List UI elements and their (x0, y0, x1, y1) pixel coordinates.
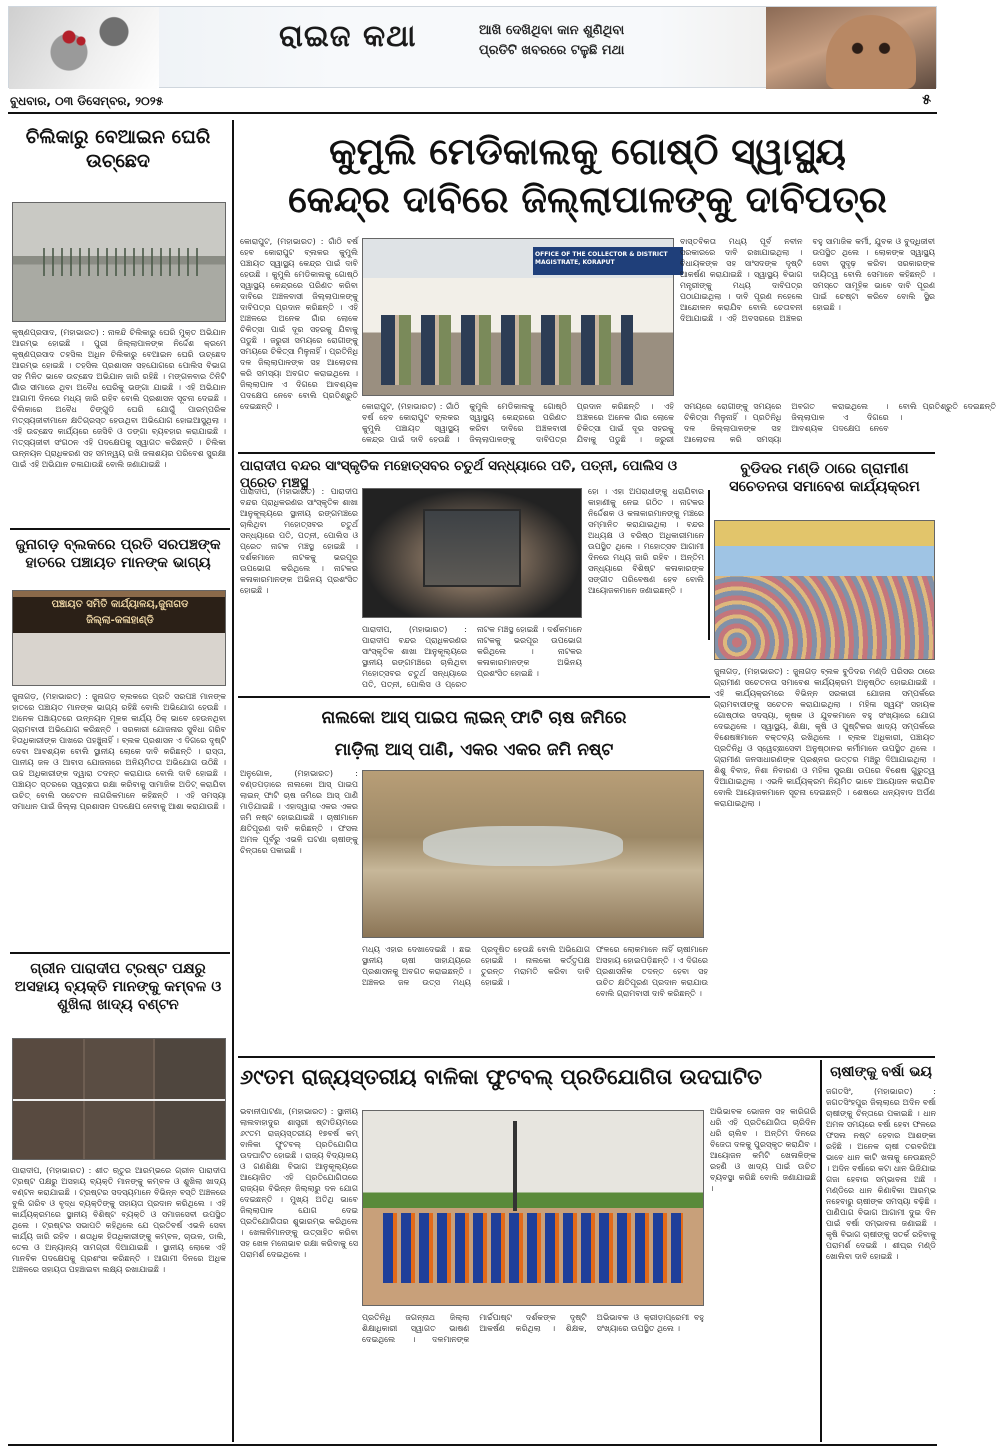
stage-drama-photo (362, 488, 582, 618)
junagarh-headline: ଜୁନାଗଡ଼ ବ୍ଲକରେ ପ୍ରତି ସରପଞ୍ଚଙ୍କ ହାତରେ ପଞ୍ଚାୟତ ମାନଙ୍କ ଭାଗ୍ୟ (15, 537, 221, 572)
paradip-festival-body-left: ପାରାଦୀପ, (ମହାଭାରତ) : ପାରାଦୀପ ବନ୍ଦର ପ୍ରାଧିକରଣର ସାଂସ୍କୃତିକ ଶାଖା ଆନୁକୂଲ୍ୟରେ ସ୍ଥାନୀୟ ରଙ୍ଗମଞ୍ଚରେ ଚାଲିଥିବା ମହୋତ୍ସବର ଚତୁର୍ଥ ସନ୍ଧ୍ୟାରେ ପତି, ପତ୍ନୀ, ପୋଲିସ ଓ ପ୍ରେତ ନାଟକ ମଞ୍ଚସ୍ଥ ହୋଇଛି । ଦର୍ଶକମାନେ ନାଟକକୁ ଭରପୂର ଉପଭୋଗ କରିଥିଲେ । ନାଟକର କଳାକାରମାନଙ୍କ ଅଭିନୟ ପ୍ରଶଂସିତ ହୋଇଛି । (240, 487, 358, 595)
budidar-headline: ବୁଡିଦର ମଣ୍ଡି ଠାରେ ଗ୍ରାମୀଣ ସଚେତନତା ସମାବେଶ କାର୍ଯ୍ୟକ୍ରମ (729, 461, 920, 496)
sign-text-1: ପଞ୍ଚାୟତ ସମିତି କାର୍ଯ୍ୟାଳୟ,ଜୁନାଗଡ (51, 599, 189, 610)
paradip-festival-body-right: ହୋ । ଏହା ଅପରାଧୀଙ୍କୁ ଧରାଯିବାର କାହାଣୀକୁ ନେଇ ଗଠିତ । ନାଟକର ନିର୍ଦ୍ଦେଶକ ଓ କଳାକାରମାନଙ୍କୁ ମଞ୍ଚରେ ସମ୍ମାନିତ କରାଯାଇଥିଲା । ବନ୍ଦର ଅଧ୍ୟକ୍ଷ ଓ ବରିଷ୍ଠ ଅଧିକାରୀମାନେ ଉପସ୍ଥିତ ଥିଲେ । ମହୋତ୍ସବ ଆଗାମୀ ଦିନରେ ମଧ୍ୟ ଜାରି ରହିବ । ଅନ୍ତିମ ସନ୍ଧ୍ୟାରେ ବିଶିଷ୍ଟ କଳାକାରଙ୍କ ସଙ୍ଗୀତ ପରିବେଷଣ ହେବ ବୋଲି ଆୟୋଜକମାନେ ଜଣାଇଛନ୍ତି । (588, 487, 704, 595)
kumuli-body-left: କୋରାପୁଟ, (ମହାଭାରତ) : ଗାଁଠି ବର୍ଷ ହେବ କୋରାପୁଟ ବ୍ଲକର କୁମୁଲି ପଞ୍ଚାୟତ ସ୍ୱାସ୍ଥ୍ୟ କେନ୍ଦ୍ର ପାଇଁ ଦାବି ହେଉଛି । କୁମୁଲି ମେଡିକାଲକୁ ଗୋଷ୍ଠି ସ୍ୱାସ୍ଥ୍ୟ କେନ୍ଦ୍ରରେ ପରିଣତ କରିବା ଦାବିରେ ଅଞ୍ଚଳବାସୀ ଜିଲ୍ଲାପାଳଙ୍କୁ ଦାବିପତ୍ର ପ୍ରଦାନ କରିଛନ୍ତି । ଏହି ଅଞ୍ଚଳରେ ଅନେକ ଗାଁର ଲୋକେ ଚିକିତ୍ସା ପାଇଁ ଦୂର ସହରକୁ ଯିବାକୁ ପଡୁଛି । ଜରୁରୀ ସମୟରେ ରୋଗୀଙ୍କୁ ସମୟରେ ଚିକିତ୍ସା ମିଳୁନାହିଁ । ପ୍ରତିନିଧି ଦଳ ଜିଲ୍ଲାପାଳଙ୍କ ସହ ଆଲୋଚନା କରି ସମସ୍ୟା ଅବଗତ କରାଇଥିଲେ । ଜିଲ୍ଲାପାଳ ଏ ଦିଗରେ ଆବଶ୍ୟକ ପଦକ୍ଷେପ ନେବେ ବୋଲି ପ୍ରତିଶ୍ରୁତି ଦେଇଛନ୍ତି । (240, 237, 358, 411)
football-opening-ceremony-photo (362, 1110, 704, 1306)
village-meeting-photo (714, 520, 935, 660)
sign-text-2: ଜିଲ୍ଲା-କଳାହାଣ୍ଡି (86, 615, 154, 626)
kumuli-headline-line-1: କୁମୁଲି ମେଡିକାଲକୁ ଗୋଷ୍ଠି ସ୍ୱାସ୍ଥ୍ୟ (329, 130, 846, 173)
chilika-body: କୃଷ୍ଣପ୍ରସାଦ, (ମହାଭାରତ) : ନାଳନ୍ଦି ଚିଲିକାରୁ ଘେରି ମୁକ୍ତ ଅଭିଯାନ ଆରମ୍ଭ ହୋଇଛି । ପୁରୀ ଜିଲ୍ଲାପାଳଙ୍କ ନିର୍ଦ୍ଦେଶ କ୍ରମେ କୃଷ୍ଣପ୍ରସାଦ ତହସିଲ ଅଧିନ ଚିଲିକାରୁ ବେଆଇନ ଘେରି ଉଚ୍ଛେଦ ଆରମ୍ଭ ହୋଇଛି । ତହସିଲ ପ୍ରଶାସନ ସହଯୋଗରେ ପୋଲିସ ବିଭାଗ ସହ ମିଳିତ ଭାବେ ଉଚ୍ଛେଦ ଅଭିଯାନ ଜାରି ରହିଛି । ମଙ୍ଗଳବାର ତିନିଟି ଗାଁର ସୀମାରେ ଥିବା ଅବୈଧ ଘେରିକୁ ଭଙ୍ଗା ଯାଇଛି । ଏହି ଅଭିଯାନ ଆଗାମୀ ଦିନରେ ମଧ୍ୟ ଜାରି ରହିବ ବୋଲି ପ୍ରଶାସନ ସୂଚନା ଦେଇଛି । ଚିଲିକାରେ ଅବୈଧ ଚିଙ୍ଗୁଡି ଘେରି ଯୋଗୁଁ ପାରମ୍ପରିକ ମତ୍ସ୍ୟଜୀବୀମାନେ କ୍ଷତିଗ୍ରସ୍ତ ହେଉଥିବା ଅଭିଯୋଗ ହୋଇଆସୁଥିଲା । ଏହି ଉଚ୍ଛେଦ କାର୍ଯ୍ୟରେ ଜେସିବି ଓ ଡଙ୍ଗା ବ୍ୟବହାର କରାଯାଇଛି । ମତ୍ସ୍ୟଜୀବୀ ସଂଗଠନ ଏହି ପଦକ୍ଷେପକୁ ସ୍ୱାଗତ କରିଛନ୍ତି । ଚିଲିକା ଉନ୍ନୟନ ପ୍ରାଧିକରଣ ସହ ସମନ୍ୱୟ ରଖି ଜଳାଶୟର ପରିବେଶ ସୁରକ୍ଷା ପାଇଁ ଏହି ଅଭିଯାନ ଚଳାଯାଉଛି ବୋଲି ଜଣାଯାଇଛି । (12, 328, 226, 469)
budidar-body: ଜୁନାଗଡ଼, (ମହାଭାରତ) : ଜୁନାଗଡ଼ ବ୍ଲକ ବୁଡିଦର ମଣ୍ଡି ପରିସର ଠାରେ ଗ୍ରାମୀଣ ସଚେତନତା ସମାବେଶ କାର୍ଯ୍ୟକ୍ରମ ଅନୁଷ୍ଠିତ ହୋଇଯାଇଛି । ଏହି କାର୍ଯ୍ୟକ୍ରମରେ ବିଭିନ୍ନ ସରକାରୀ ଯୋଜନା ସମ୍ପର୍କରେ ଗ୍ରାମବାସୀଙ୍କୁ ସଚେତନ କରାଯାଇଥିଲା । ମହିଳା ସ୍ୱୟଂ ସହାୟକ ଗୋଷ୍ଠୀର ସଦସ୍ୟା, କୃଷକ ଓ ଯୁବକମାନେ ବହୁ ସଂଖ୍ୟାରେ ଯୋଗ ଦେଇଥିଲେ । ସ୍ୱାସ୍ଥ୍ୟ, ଶିକ୍ଷା, କୃଷି ଓ ପୁଷ୍ଟିକର ଖାଦ୍ୟ ସମ୍ପର୍କରେ ବିଶେଷଜ୍ଞମାନେ ବକ୍ତବ୍ୟ ରଖିଥିଲେ । ବ୍ଲକ ଅଧିକାରୀ, ପଞ୍ଚାୟତ ପ୍ରତିନିଧି ଓ ସ୍ୱେଚ୍ଛାସେବୀ ଅନୁଷ୍ଠାନର କର୍ମୀମାନେ ଉପସ୍ଥିତ ଥିଲେ । ଗ୍ରାମୀଣ ଜନସାଧାରଣଙ୍କ ପ୍ରଶ୍ନର ଉତ୍ତର ମଞ୍ଚରୁ ଦିଆଯାଇଥିଲା । ଶିଶୁ ବିବାହ, ନିଶା ନିବାରଣ ଓ ମହିଳା ସୁରକ୍ଷା ଉପରେ ବିଶେଷ ଗୁରୁତ୍ୱ ଦିଆଯାଇଥିଲା । ଏଭଳି କାର୍ଯ୍ୟକ୍ରମ ନିୟମିତ ଭାବେ ଆୟୋଜନ କରାଯିବ ବୋଲି ଆୟୋଜକମାନେ ସୂଚନା ଦେଇଛନ୍ତି । ଶେଷରେ ଧନ୍ୟବାଦ ଅର୍ପଣ କରାଯାଇଥିଲା । (714, 667, 935, 808)
rain-body: ଜଗତସିଂ, (ମହାଭାରତ) : ଜଗତସିଂହପୁର ଜିଲ୍ଲାରେ ଅଦିନ ବର୍ଷା ଚାଷୀଙ୍କୁ ଚିନ୍ତାରେ ପକାଇଛି । ଧାନ ଅମଳ ସମୟରେ ବର୍ଷା ହେବା ଫଳରେ ଫସଲ ନଷ୍ଟ ହେବାର ଆଶଙ୍କା ରହିଛି । ଅନେକ ଚାଷୀ ତରବରିଆ ଭାବେ ଧାନ କାଟି ଖଳାକୁ ନେଉଛନ୍ତି । ଅଦିନ ବର୍ଷାରେ କଟା ଧାନ ଭିଜିଯାଇ ଗଜା ହେବାର ସମ୍ଭାବନା ଅଛି । ମଣ୍ଡିରେ ଧାନ କିଣାବିକା ଆରମ୍ଭ ନହେବାରୁ ଚାଷୀଙ୍କ ସମସ୍ୟା ବଢ଼ିଛି । ପାଣିପାଗ ବିଭାଗ ଆଗାମୀ ଦୁଇ ଦିନ ପାଇଁ ବର୍ଷା ସମ୍ଭାବନା ଜଣାଇଛି । କୃଷି ବିଭାଗ ଚାଷୀଙ୍କୁ ସତର୍କ ରହିବାକୁ ପରାମର୍ଶ ଦେଇଛି । ଶୀଘ୍ର ମଣ୍ଡି ଖୋଲିବା ଦାବି ହୋଇଛି । (826, 1087, 936, 1261)
tagline-line-1: ଆଖି ଦେଖିଥିବା କାନ ଶୁଣିଥିବା (479, 23, 625, 38)
nalco-headline (240, 702, 708, 766)
masthead-rule (8, 112, 937, 114)
column-divider-right-upper (708, 490, 710, 640)
protest-hands-illustration (9, 7, 159, 89)
collector-office-group-photo (362, 238, 674, 396)
divider (238, 1056, 935, 1058)
column-divider-left (232, 120, 234, 1442)
paradip-festival-headline: ପାରାଦୀପ ବନ୍ଦର ସାଂସ୍କୃତିକ ମହୋତ୍ସବର ଚତୁର୍ଥ ସନ୍ଧ୍ୟାରେ ପତି, ପତ୍ନୀ, ପୋଲିସ ଓ ପ୍ରେତ ମଞ୍ଚସ୍ଥ (240, 458, 678, 491)
divider (238, 696, 710, 698)
nalco-body-left: ଅନୁଗୋଳ, (ମହାଭାରତ) : ବଣ୍ଡପଡ଼ାରେ ନାଲକୋ ଆସ୍ ପାଇପ ଲାଇନ୍ ଫାଟି ଚାଷ ଜମିରେ ଆସ୍ ପାଣି ମାଡ଼ିଯାଇଛି । ଏହାଦ୍ୱାରା ଏକର ଏକର ଜମି ନଷ୍ଟ ହୋଇଯାଇଛି । ଚାଷୀମାନେ କ୍ଷତିପୂରଣ ଦାବି କରିଛନ୍ତି । ଫସଲ ଅମଳ ପୂର୍ବରୁ ଏଭଳି ଘଟଣା ଚାଷୀଙ୍କୁ ଚିନ୍ତାରେ ପକାଇଛି । (240, 769, 358, 855)
green-paradip-body: ପାରାଦୀପ, (ମହାଭାରତ) : ଶୀତ ଋତୁର ଆରମ୍ଭରେ ଗ୍ରୀନ ପାରାଦୀପ ଟ୍ରଷ୍ଟ ପକ୍ଷରୁ ଅସହାୟ ବ୍ୟକ୍ତି ମାନଙ୍କୁ କମ୍ବଳ ଓ ଶୁଖିଲା ଖାଦ୍ୟ ବଣ୍ଟନ କରାଯାଇଛି । ଟ୍ରଷ୍ଟର ସଦସ୍ୟମାନେ ବିଭିନ୍ନ ବସ୍ତି ଅଞ୍ଚଳରେ ବୁଲି ଗରିବ ଓ ବୃଦ୍ଧ ବ୍ୟକ୍ତିଙ୍କୁ ସହାୟତା ପ୍ରଦାନ କରିଥିଲେ । ଏହି କାର୍ଯ୍ୟକ୍ରମରେ ସ୍ଥାନୀୟ ବିଶିଷ୍ଟ ବ୍ୟକ୍ତି ଓ ସମାଜସେବୀ ଉପସ୍ଥିତ ଥିଲେ । ଟ୍ରଷ୍ଟର ସଭାପତି କହିଥିଲେ ଯେ ପ୍ରତିବର୍ଷ ଏଭଳି ସେବା କାର୍ଯ୍ୟ ଜାରି ରହିବ । ଶତାଧିକ ହିତାଧିକାରୀଙ୍କୁ କମ୍ବଳ, ଚାଉଳ, ଡାଲି, ତେଲ ଓ ଅନ୍ୟାନ୍ୟ ସାମଗ୍ରୀ ଦିଆଯାଇଛି । ସ୍ଥାନୀୟ ଲୋକେ ଏହି ମାନବିକ ପଦକ୍ଷେପକୁ ପ୍ରଶଂସା କରିଛନ୍ତି । ଆଗାମୀ ଦିନରେ ଅଧିକ ଅଞ୍ଚଳରେ ସହାୟତା ପହଞ୍ଚାଇବା ଲକ୍ଷ୍ୟ ରଖାଯାଇଛି । (12, 1166, 226, 1274)
page-number: ୫ (922, 92, 931, 108)
divider (238, 452, 935, 454)
ash-water-field-photo (362, 770, 704, 938)
nalco-headline-line-1: ନାଲକୋ ଆସ୍ ପାଇପ ଲାଇନ୍ ଫାଟି ଚାଷ ଜମିରେ (321, 708, 627, 728)
kumuli-body-right: ବାସ୍ତବିକତା ମଧ୍ୟ ପୂର୍ବ ନବୀନ ସରକାରରେ ଦାବି ରଖାଯାଇଥିଲା । ବିଧାୟକଙ୍କ ସହ ସାଂସଦଙ୍କ ଦୃଷ୍ଟି ଆକର୍ଷଣ କରାଯାଇଛି । ସ୍ୱାସ୍ଥ୍ୟ ବିଭାଗ ମନ୍ତ୍ରୀଙ୍କୁ ମଧ୍ୟ ଦାବିପତ୍ର ପଠାଯାଇଥିଲା । ଦାବି ପୂରଣ ନହେଲେ ଆନ୍ଦୋଳନ କରାଯିବ ବୋଲି ଚେତାବନୀ ଦିଆଯାଇଛି । ଏହି ଅବସରରେ ଅଞ୍ଚଳର ବହୁ ସାମାଜିକ କର୍ମୀ, ଯୁବକ ଓ ବୁଦ୍ଧିଜୀବୀ ଉପସ୍ଥିତ ଥିଲେ । ଲୋକଙ୍କ ସ୍ୱାସ୍ଥ୍ୟ ସେବା ସୁଦୃଢ଼ କରିବା ସରକାରଙ୍କ ଦାୟିତ୍ୱ ବୋଲି ସେମାନେ କହିଛନ୍ତି । ସମସ୍ତେ ସାମୂହିକ ଭାବେ ଦାବି ପୂରଣ ପାଇଁ ଚେଷ୍ଟା କରିବେ ବୋଲି ସ୍ଥିର ହୋଇଛି । (680, 237, 935, 323)
dateline: ବୁଧବାର, ୦୩ ଡିସେମ୍ବର, ୨୦୨୫ (10, 94, 164, 108)
column-divider-right-lower (820, 1060, 822, 1442)
masthead (8, 6, 937, 88)
football-headline: ୬୯ତମ ରାଜ୍ୟସ୍ତରୀୟ ବାଳିକା ଫୁଟବଲ୍ ପ୍ରତିଯୋଗିତା ଉଦଘାଟିତ (240, 1065, 762, 1089)
footer-rule (8, 1444, 937, 1446)
kumuli-headline (240, 128, 935, 224)
junagarh-body: ଜୁନାଗଡ଼, (ମହାଭାରତ) : ଜୁନାଗଡ଼ ବ୍ଲକରେ ପ୍ରତି ସରପଞ୍ଚ ମାନଙ୍କ ହାତରେ ପଞ୍ଚାୟତ ମାନଙ୍କ ଭାଗ୍ୟ ରହିଛି ବୋଲି ଅଭିଯୋଗ ହେଉଛି । ଅନେକ ପଞ୍ଚାୟତରେ ଉନ୍ନୟନ ମୂଳକ କାର୍ଯ୍ୟ ଠିକ୍ ଭାବେ ହେଉନଥିବା ଗ୍ରାମବାସୀ ଅଭିଯୋଗ କରିଛନ୍ତି । ସରକାରୀ ଯୋଜନାର ସୁବିଧା ଗରିବ ହିତାଧିକାରୀଙ୍କ ପାଖରେ ପହଞ୍ଚୁନାହିଁ । ବ୍ଲକ ପ୍ରଶାସନ ଏ ଦିଗରେ ଦୃଷ୍ଟି ଦେବା ଆବଶ୍ୟକ ବୋଲି ସ୍ଥାନୀୟ ଲୋକେ ଦାବି କରିଛନ୍ତି । ରାସ୍ତା, ପାନୀୟ ଜଳ ଓ ଆବାସ ଯୋଜନାରେ ଅନିୟମିତତା ଅଭିଯୋଗ ଉଠିଛି । ଉଚ୍ଚ ଅଧିକାରୀଙ୍କ ଦ୍ୱାରା ତଦନ୍ତ କରାଯାଉ ବୋଲି ଦାବି ହୋଇଛି । ପଞ୍ଚାୟତ ସ୍ତରରେ ସ୍ୱଚ୍ଛତା ରକ୍ଷା କରିବାକୁ ସାମାଜିକ ଅଡିଟ୍ କରାଯିବା ଉଚିତ୍ ବୋଲି ସଚେତନ ନାଗରିକମାନେ କହିଛନ୍ତି । ଏହି ସମସ୍ୟା ସମାଧାନ ପାଇଁ ଜିଲ୍ଲା ପ୍ରଶାସନ ପଦକ୍ଷେପ ନେବାକୁ ଆଶା କରାଯାଉଛି । (12, 692, 226, 811)
nalco-headline-line-2: ମାଡ଼ିଲା ଆସ୍ ପାଣି, ଏକର ଏକର ଜମି ନଷ୍ଟ (334, 740, 614, 760)
football-body-left: ଭବାନୀପାଟଣା, (ମହାଭାରତ) : ସ୍ଥାନୀୟ ଲାଲବାହାଦୁର ଶାସ୍ତ୍ରୀ ଷ୍ଟାଡିୟମରେ ୬୯ତମ ରାଜ୍ୟସ୍ତରୀୟ ୧୭ବର୍ଷ କମ୍ ବାଳିକା ଫୁଟବଲ୍ ପ୍ରତିଯୋଗିତା ଉଦଘାଟିତ ହୋଇଛି । ରାଜ୍ୟ ବିଦ୍ୟାଳୟ ଓ ଗଣଶିକ୍ଷା ବିଭାଗ ଆନୁକୂଲ୍ୟରେ ଆୟୋଜିତ ଏହି ପ୍ରତିଯୋଗିତାରେ ରାଜ୍ୟର ବିଭିନ୍ନ ଜିଲ୍ଲାରୁ ଦଳ ଯୋଗ ଦେଇଛନ୍ତି । ମୁଖ୍ୟ ଅତିଥି ଭାବେ ଜିଲ୍ଲାପାଳ ଯୋଗ ଦେଇ ପ୍ରତିଯୋଗିତାର ଶୁଭାରମ୍ଭ କରିଥିଲେ । ଖେଳାଳିମାନଙ୍କୁ ଉତ୍ସାହିତ କରିବା ସହ ଖେଳ ମନୋଭାବ ରକ୍ଷା କରିବାକୁ ସେ ପରାମର୍ଶ ଦେଇଥିଲେ । (240, 1107, 358, 1259)
nalco-body-right: ଫଳରେ ଲୋକମାନେ ନାହିଁ ଚାଷୀମାନେ ଅସହାୟ ହୋଇପଡ଼ିଛନ୍ତି । ଏ ଦିଗରେ ପ୍ରଶାସନିକ ତଦନ୍ତ ହେବା ସହ ଉଚିତ କ୍ଷତିପୂରଣ ପ୍ରଦାନ କରାଯାଉ ବୋଲି ଗ୍ରାମବାସୀ ଦାବି କରିଛନ୍ତି । (596, 945, 708, 998)
blanket-distribution-collage (12, 1038, 226, 1160)
rain-headline: ଚାଷୀଙ୍କୁ ବର୍ଷା ଭୟ (830, 1064, 932, 1080)
kumuli-body-under-photo: କୋରାପୁଟ, (ମହାଭାରତ) : ଗାଁଠି ବର୍ଷ ହେବ କୋରାପୁଟ ବ୍ଲକର କୁମୁଲି ପଞ୍ଚାୟତ ସ୍ୱାସ୍ଥ୍ୟ କେନ୍ଦ୍ର ପାଇଁ ଦାବି ହେଉଛି । କୁମୁଲି ମେଡିକାଲକୁ ଗୋଷ୍ଠି ସ୍ୱାସ୍ଥ୍ୟ କେନ୍ଦ୍ରରେ ପରିଣତ କରିବା ଦାବିରେ ଅଞ୍ଚଳବାସୀ ଜିଲ୍ଲାପାଳଙ୍କୁ ଦାବିପତ୍ର ପ୍ରଦାନ କରିଛନ୍ତି । ଏହି ଅଞ୍ଚଳରେ ଅନେକ ଗାଁର ଲୋକେ ଚିକିତ୍ସା ପାଇଁ ଦୂର ସହରକୁ ଯିବାକୁ ପଡୁଛି । ଜରୁରୀ ସମୟରେ ରୋଗୀଙ୍କୁ ସମୟରେ ଚିକିତ୍ସା ମିଳୁନାହିଁ । ପ୍ରତିନିଧି ଦଳ ଜିଲ୍ଲାପାଳଙ୍କ ସହ ଆଲୋଚନା କରି ସମସ୍ୟା ଅବଗତ କରାଇଥିଲେ । ଜିଲ୍ଲାପାଳ ଏ ଦିଗରେ ଆବଶ୍ୟକ ପଦକ୍ଷେପ ନେବେ ବୋଲି ପ୍ରତିଶ୍ରୁତି ଦେଇଛନ୍ତି । (362, 402, 996, 444)
office-board-text: OFFICE OF THE COLLECTOR & DISTRICT MAGISTRATE, KORAPUT (535, 251, 668, 266)
newspaper-brand: ରାଇଜ କଥା (279, 19, 417, 54)
nalco-body-mid: ମଧ୍ୟ ଏହାର ଦେଖାଦେଇଛି । ଛଇ ସ୍ଥାନୀୟ ଚାଷୀ ସାହାଯ୍ୟରେ ପ୍ରଶାସନକୁ ଅବଗତ କରାଇଛନ୍ତି । ଅଞ୍ଚଳର ଜଳ ଉତ୍ସ ମଧ୍ୟ ପ୍ରଦୂଷିତ ହେଉଛି ବୋଲି ଅଭିଯୋଗ ହୋଇଛି । ନାଲକୋ କର୍ତ୍ତୃପକ୍ଷ ତୁରନ୍ତ ମରାମତି କରିବା ଦାବି ହୋଇଛି । (362, 945, 590, 987)
kumuli-headline-line-2: କେନ୍ଦ୍ର ଦାବିରେ ଜିଲ୍ଲାପାଳଙ୍କୁ ଦାବିପତ୍ର (288, 178, 887, 221)
panchayat-samiti-sign-photo (12, 590, 226, 686)
tagline (479, 21, 624, 61)
green-paradip-headline: ଗ୍ରୀନ ପାରାଦୀପ ଟ୍ରଷ୍ଟ ପକ୍ଷରୁ ଅସହାୟ ବ୍ୟକ୍ତି ମାନଙ୍କୁ କମ୍ବଳ ଓ ଶୁଖିଲା ଖାଦ୍ୟ ବଣ୍ଟନ (14, 961, 222, 1014)
lake-enclosure-photo (12, 202, 226, 322)
child-portrait (766, 7, 936, 89)
chilika-headline: ଚିଲିକାରୁ ବେଆଇନ ଘେରି ଉଚ୍ଛେଦ (25, 126, 211, 172)
tagline-line-2: ପ୍ରତିଟି ଖବରରେ ଟଳୁଛି ମଥା (479, 43, 625, 58)
football-body-right: ଅଭିଭାବକ ଭୋଜନ ସହ କାରିଗରି ଧରି ଏହି ପ୍ରତିଯୋଗିତା ଚାରିଦିନ ଧରି ଚାଲିବ । ଅନ୍ତିମ ଦିନରେ ବିଜେତା ଦଳକୁ ପୁରସ୍କୃତ କରାଯିବ । ଆୟୋଜନ କମିଟି ଖେଳାଳିଙ୍କ ରହଣି ଓ ଖାଦ୍ୟ ପାଇଁ ଉଚିତ ବ୍ୟବସ୍ଥା କରିଛି ବୋଲି ଜଣାଯାଇଛି । (710, 1107, 816, 1193)
divider (10, 952, 230, 954)
divider (10, 528, 230, 530)
football-body-mid: ପ୍ରତିନିଧି ଜଗନ୍ନାଥ ଜିଲ୍ଲା ଶିକ୍ଷାଧିକାରୀ ସ୍ୱାଗତ ଭାଷଣ ଦେଇଥିଲେ । ଦଳମାନଙ୍କ ମାର୍ଚ୍ଚପାଷ୍ଟ ଦର୍ଶକଙ୍କ ଦୃଷ୍ଟି ଆକର୍ଷଣ କରିଥିଲା । ଶିକ୍ଷକ, ଅଭିଭାବକ ଓ କ୍ରୀଡ଼ାପ୍ରେମୀ ବହୁ ସଂଖ୍ୟାରେ ଉପସ୍ଥିତ ଥିଲେ । (362, 1313, 704, 1344)
paradip-festival-body-under: ପାରାଦୀପ, (ମହାଭାରତ) : ପାରାଦୀପ ବନ୍ଦର ପ୍ରାଧିକରଣର ସାଂସ୍କୃତିକ ଶାଖା ଆନୁକୂଲ୍ୟରେ ସ୍ଥାନୀୟ ରଙ୍ଗମଞ୍ଚରେ ଚାଲିଥିବା ମହୋତ୍ସବର ଚତୁର୍ଥ ସନ୍ଧ୍ୟାରେ ପତି, ପତ୍ନୀ, ପୋଲିସ ଓ ପ୍ରେତ ନାଟକ ମଞ୍ଚସ୍ଥ ହୋଇଛି । ଦର୍ଶକମାନେ ନାଟକକୁ ଭରପୂର ଉପଭୋଗ କରିଥିଲେ । ନାଟକର କଳାକାରମାନଙ୍କ ଅଭିନୟ ପ୍ରଶଂସିତ ହୋଇଛି । (362, 625, 582, 689)
